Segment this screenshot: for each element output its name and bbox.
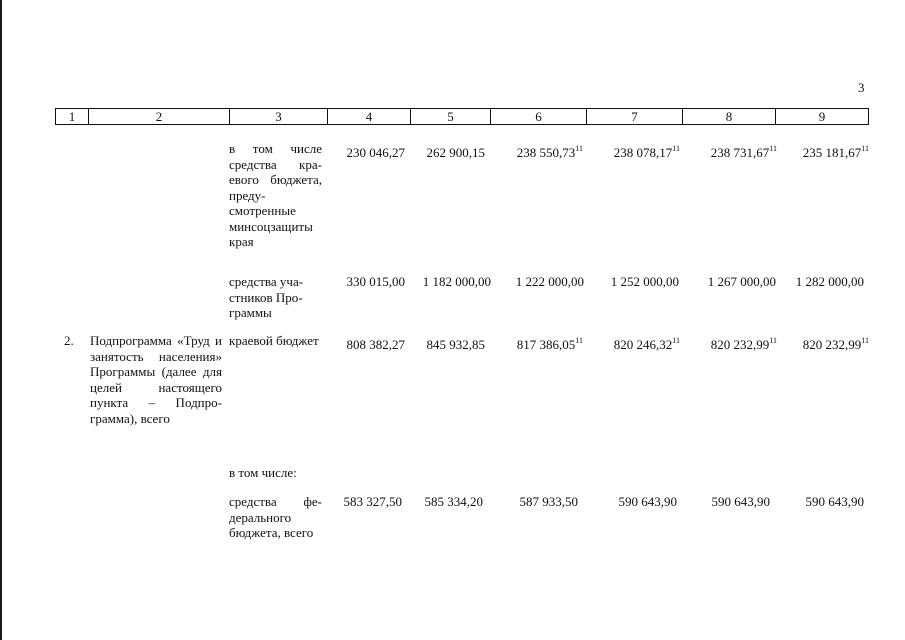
value-cell: 238 550,73$^{11}$: [516, 144, 583, 160]
value-cell: 587 933,50: [519, 494, 578, 509]
footnote-mark: 11: [672, 336, 680, 345]
value-cell: 583 327,50: [343, 494, 402, 509]
value-cell: 330 015,00: [346, 274, 405, 289]
header-col-9: 9: [818, 109, 826, 124]
value-cell: 1 182 000,00: [422, 274, 491, 289]
value-cell: 262 900,15: [426, 145, 485, 160]
source-cell: средства федерального бюджета, всего: [229, 494, 322, 540]
footnote-mark: 11: [861, 144, 869, 153]
value-cell: 238 078,17$^{11}$: [613, 144, 680, 160]
source-cell: в том числе:: [229, 465, 297, 480]
value-cell: 820 232,99$^{11}$: [710, 336, 777, 352]
source-cell: краевой бюджет: [229, 333, 319, 348]
value-cell: 845 932,85: [426, 337, 485, 352]
value-cell: 238 731,67$^{11}$: [710, 144, 777, 160]
value-cell: 590 643,90: [805, 494, 864, 509]
value-cell: 590 643,90: [711, 494, 770, 509]
value-cell: 1 282 000,00: [795, 274, 864, 289]
footnote-mark: 11: [769, 144, 777, 153]
header-col-2: 2: [89, 109, 230, 124]
header-col-5: 5: [411, 109, 491, 124]
header-col-1: 1: [56, 109, 89, 124]
value-cell: 808 382,27: [346, 337, 405, 352]
header-col-6: 6: [491, 109, 587, 124]
page-number: 3: [858, 80, 865, 95]
subprogram-name-cell: Подпрограмма «Труд и занятость населения» Программы (далее для целей настоящего пункта – Подпрограмма), всего: [90, 333, 222, 426]
value-cell: 230 046,27: [346, 145, 405, 160]
column-number-header: [55, 108, 869, 125]
left-margin-line: [0, 0, 2, 640]
footnote-mark: 11: [575, 144, 583, 153]
row-number: 2.: [64, 333, 74, 348]
footnote-mark: 11: [769, 336, 777, 345]
header-col-8: 8: [683, 109, 776, 124]
value-cell: 820 246,32$^{11}$: [613, 336, 680, 352]
value-cell: 817 386,05$^{11}$: [516, 336, 583, 352]
value-cell: 235 181,67$^{11}$: [802, 144, 869, 160]
footnote-mark: 11: [575, 336, 583, 345]
source-cell: в том числе средства краевого бюджета, предусмотренные минсоцзащиты края: [229, 141, 322, 249]
value-cell: 1 222 000,00: [515, 274, 584, 289]
value-cell: 1 252 000,00: [610, 274, 679, 289]
header-col-4: 4: [328, 109, 411, 124]
footnote-mark: 11: [861, 336, 869, 345]
value-cell: 585 334,20: [424, 494, 483, 509]
header-col-7: 7: [587, 109, 683, 124]
footnote-mark: 11: [672, 144, 680, 153]
value-cell: 820 232,99$^{11}$: [802, 336, 869, 352]
value-cell: 590 643,90: [618, 494, 677, 509]
value-cell: 1 267 000,00: [707, 274, 776, 289]
header-col-3: 3: [230, 109, 328, 124]
source-cell: средства участников Программы: [229, 274, 304, 320]
